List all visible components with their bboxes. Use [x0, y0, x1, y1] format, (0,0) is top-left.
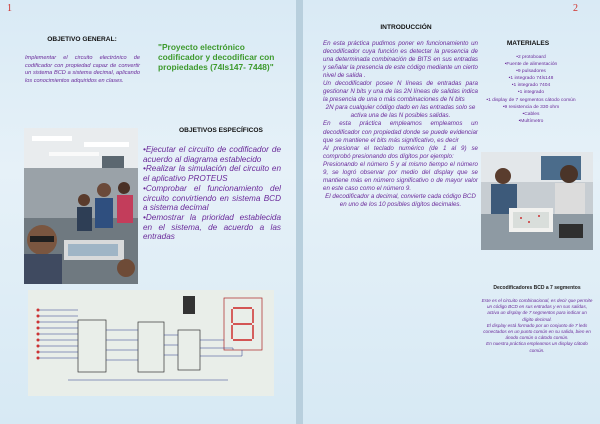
lab-students-image: [481, 152, 593, 250]
page-gutter: [296, 0, 303, 424]
paragraph: Un decodificador posee N líneas de entradas para gestionar N bits y una de las 2N líneas de salidas indica la presencia de una o más combinaciones de N bits: [323, 80, 478, 104]
list-item: •9 resistencia de 330 ohm: [502, 104, 560, 110]
materiales-heading: MATERIALES: [506, 40, 550, 47]
lab-photo: [481, 152, 593, 250]
page-number: 1: [7, 3, 12, 14]
paragraph: Al presionar el teclado numérico (de 1 al 9) se comprobó presionando dos dígitos por ejemplo:: [323, 144, 478, 160]
list-item: •Demostrar la prioridad establecida en el sistema, de acuerdo a las entradas: [143, 212, 281, 242]
objetivos-especificos-list: [143, 145, 281, 242]
list-item: •Comprobar el funcionamiento del circuito convirtiendo en sistema BCD a sistema decimal: [143, 183, 281, 213]
list-item: •1 integrado 7404: [511, 83, 551, 89]
page-number: 2: [573, 3, 578, 14]
paragraph: El decodificador a decimal, convierte cada código BCD en uno de los 10 posibles dígitos decimales.: [325, 192, 476, 208]
list-item: •Ejecutar el circuito de codificador de acuerdo al diagrama establecido: [143, 145, 281, 164]
list-item: •1 display de 7 segmentos cátodo común: [486, 97, 576, 103]
paragraph: 2N para cualquier código dado en las entradas solo se activa una de las N posibles salidas.: [325, 104, 476, 120]
list-item: •Multímetro: [518, 118, 544, 124]
paragraph: Presionando el número 5 y al mismo tiempo el número 9, se logró observar por medio del display que se mantiene más en número significativo o de mayor valor en este caso como el número 9.: [323, 160, 478, 192]
paragraph: El display está formado por un conjunto de 7 leds conectados en un punto común en su salida, bien en ánodo común o cátodo común.: [483, 322, 591, 341]
list-item: •1 integrado 74ls148: [508, 76, 554, 82]
list-item: •Cables: [522, 111, 540, 117]
list-item: •2 protoboard: [516, 55, 546, 60]
circuit-diagram: [28, 290, 274, 396]
list-item: •1 integrado: [517, 90, 545, 96]
project-title: "Proyecto electrónico codificador y decodificar con propiedades (74ls147- 7448)": [158, 42, 275, 72]
decodificadores-text: [481, 298, 593, 354]
materiales-list: [481, 54, 581, 125]
list-item: •Fuente de alimentación: [504, 62, 558, 68]
students-image: [24, 128, 138, 284]
introduccion-heading: INTRODUCCIÓN: [380, 24, 432, 31]
paragraph: En nuestra práctica empleamos un display cátodo común.: [486, 341, 588, 353]
left-page: [0, 0, 296, 424]
paragraph: En esta práctica empleamos empleamos un decodificador con propiedad donde se puede evidenciar que se mantiene el bits más significativo, es decir: [323, 120, 478, 144]
decodificadores-caption: Decodificadores BCD a 7 segmentos: [493, 285, 581, 291]
schematic-image: [28, 290, 274, 396]
paragraph: En esta práctica pudimos poner en funcionamiento un decodificador cuya función es detectar la presencia de una determinada combinación de BITS en sus entradas y señalar la presencia de este código mediante un cierto nivel de salida .: [323, 40, 478, 80]
list-item: •9 pulsadores: [516, 69, 546, 75]
classroom-photo: [24, 128, 138, 284]
list-item: •Realizar la simulación del circuito en el aplicativo PROTEUS: [143, 164, 281, 184]
introduccion-text: [323, 40, 478, 209]
objetivos-especificos-heading: OBJETIVOS ESPECÍFICOS: [179, 127, 263, 134]
objetivo-general-text: Implementar el circuito electrónico de codificador con propiedad capaz de convertir un sistema BCD a sistema decimal, aplicando los conocimientos adquiridos en clases.: [25, 55, 140, 84]
right-page: [303, 0, 600, 424]
objetivo-general-heading: OBJETIVO GENERAL:: [47, 36, 117, 43]
paragraph: Este es el circuito combinacional, es decir que permite un código BCD en sus entradas y en sus salidas, activa un display de 7 segmentos para indicar un dígito decimal.: [481, 298, 593, 322]
